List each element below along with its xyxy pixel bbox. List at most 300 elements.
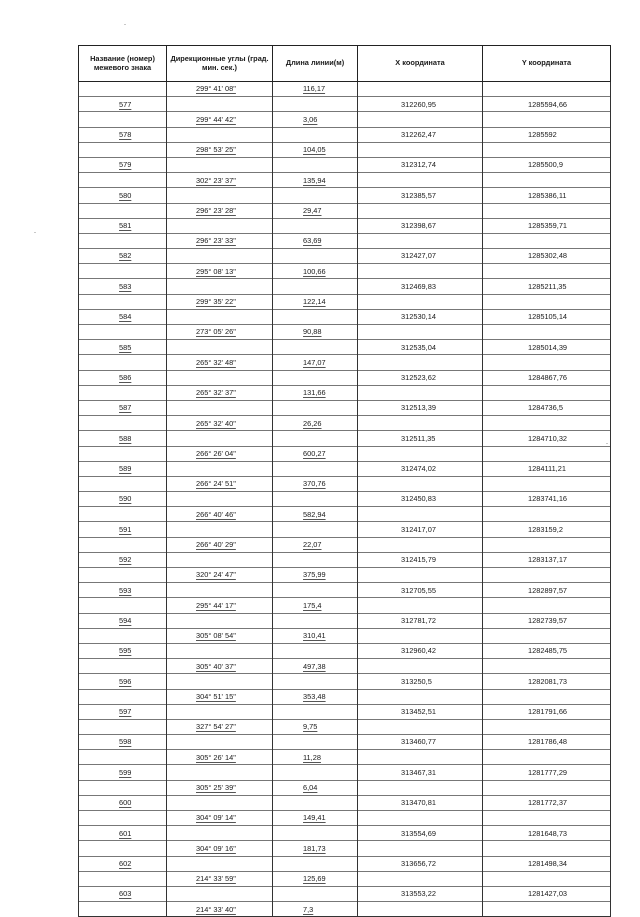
y-coordinate-cell: 1285014,39	[483, 340, 611, 355]
line-length-cell: 135,94	[273, 173, 358, 188]
x-coordinate-cell: 312705,55	[358, 583, 483, 598]
direction-angle-cell: 299° 41' 08"	[167, 82, 273, 97]
direction-angle-cell: 304° 09' 16"	[167, 841, 273, 856]
y-coordinate-cell	[483, 871, 611, 886]
direction-angle-cell	[167, 583, 273, 598]
line-length-cell	[273, 188, 358, 203]
mark-name-cell	[79, 659, 167, 674]
mark-name-cell	[79, 325, 167, 340]
line-length-cell: 3,06	[273, 112, 358, 127]
mark-name-cell: 586	[79, 370, 167, 385]
direction-angle-cell: 298° 53' 25"	[167, 142, 273, 157]
mark-name-cell	[79, 416, 167, 431]
line-length-cell	[273, 127, 358, 142]
direction-angle-cell: 304° 51' 15"	[167, 689, 273, 704]
direction-angle-cell: 296° 23' 33"	[167, 233, 273, 248]
y-coordinate-cell	[483, 507, 611, 522]
direction-angle-cell	[167, 370, 273, 385]
direction-angle-cell: 266° 40' 46"	[167, 507, 273, 522]
x-coordinate-cell	[358, 446, 483, 461]
table-row	[79, 416, 611, 431]
x-coordinate-cell: 313470,81	[358, 795, 483, 810]
table-row	[79, 446, 611, 461]
line-length-cell: 100,66	[273, 264, 358, 279]
mark-name-cell	[79, 294, 167, 309]
x-coordinate-cell	[358, 142, 483, 157]
line-length-cell	[273, 765, 358, 780]
mark-name-cell: 579	[79, 157, 167, 172]
x-coordinate-cell	[358, 385, 483, 400]
x-coordinate-cell: 313250,5	[358, 674, 483, 689]
y-coordinate-cell	[483, 325, 611, 340]
x-coordinate-cell: 313554,69	[358, 826, 483, 841]
table-row	[79, 856, 611, 871]
mark-name-cell: 594	[79, 613, 167, 628]
scan-speck	[124, 24, 126, 25]
y-coordinate-cell	[483, 780, 611, 795]
x-coordinate-cell: 312417,07	[358, 522, 483, 537]
line-length-cell	[273, 249, 358, 264]
direction-angle-cell	[167, 856, 273, 871]
mark-name-cell	[79, 203, 167, 218]
direction-angle-cell: 214° 33' 59"	[167, 871, 273, 886]
direction-angle-cell	[167, 249, 273, 264]
mark-name-cell: 585	[79, 340, 167, 355]
line-length-cell	[273, 400, 358, 415]
table-row	[79, 826, 611, 841]
direction-angle-cell: 296° 23' 28"	[167, 203, 273, 218]
line-length-cell: 122,14	[273, 294, 358, 309]
mark-name-cell: 601	[79, 826, 167, 841]
x-coordinate-cell	[358, 476, 483, 491]
y-coordinate-cell: 1281498,34	[483, 856, 611, 871]
x-coordinate-cell: 312511,35	[358, 431, 483, 446]
direction-angle-cell	[167, 826, 273, 841]
mark-name-cell: 602	[79, 856, 167, 871]
y-coordinate-cell: 1282739,57	[483, 613, 611, 628]
x-coordinate-cell	[358, 294, 483, 309]
mark-name-cell: 600	[79, 795, 167, 810]
y-coordinate-cell	[483, 112, 611, 127]
mark-name-cell: 581	[79, 218, 167, 233]
direction-angle-cell: 295° 08' 13"	[167, 264, 273, 279]
mark-name-cell: 595	[79, 643, 167, 658]
line-length-cell: 131,66	[273, 385, 358, 400]
y-coordinate-cell	[483, 628, 611, 643]
y-coordinate-cell	[483, 841, 611, 856]
direction-angle-cell: 214° 33' 40"	[167, 902, 273, 917]
x-coordinate-cell	[358, 355, 483, 370]
mark-name-cell: 597	[79, 704, 167, 719]
mark-name-cell: 584	[79, 309, 167, 324]
direction-angle-cell: 302° 23' 37"	[167, 173, 273, 188]
x-coordinate-cell: 313656,72	[358, 856, 483, 871]
x-coordinate-cell: 312450,83	[358, 492, 483, 507]
line-length-cell: 63,69	[273, 233, 358, 248]
line-length-cell	[273, 492, 358, 507]
direction-angle-cell	[167, 218, 273, 233]
table-row	[79, 780, 611, 795]
direction-angle-cell	[167, 704, 273, 719]
x-coordinate-cell	[358, 203, 483, 218]
direction-angle-cell	[167, 340, 273, 355]
table-row	[79, 735, 611, 750]
x-coordinate-cell	[358, 659, 483, 674]
table-row	[79, 871, 611, 886]
direction-angle-cell	[167, 886, 273, 901]
x-coordinate-cell: 312427,07	[358, 249, 483, 264]
y-coordinate-cell	[483, 598, 611, 613]
mark-name-cell	[79, 780, 167, 795]
y-coordinate-cell: 1285105,14	[483, 309, 611, 324]
line-length-cell	[273, 279, 358, 294]
mark-name-cell: 593	[79, 583, 167, 598]
y-coordinate-cell	[483, 568, 611, 583]
x-coordinate-cell	[358, 902, 483, 917]
table-row	[79, 552, 611, 567]
line-length-cell: 353,48	[273, 689, 358, 704]
direction-angle-cell: 305° 25' 39"	[167, 780, 273, 795]
x-coordinate-cell: 312385,57	[358, 188, 483, 203]
line-length-cell: 147,07	[273, 355, 358, 370]
y-coordinate-cell	[483, 173, 611, 188]
mark-name-cell: 603	[79, 886, 167, 901]
mark-name-cell: 589	[79, 461, 167, 476]
direction-angle-cell	[167, 643, 273, 658]
line-length-cell	[273, 856, 358, 871]
x-coordinate-cell	[358, 780, 483, 795]
header-row	[79, 46, 611, 82]
direction-angle-cell	[167, 552, 273, 567]
mark-name-cell: 599	[79, 765, 167, 780]
direction-angle-cell: 299° 44' 42"	[167, 112, 273, 127]
direction-angle-cell: 327° 54' 27"	[167, 719, 273, 734]
table-row	[79, 461, 611, 476]
line-length-cell	[273, 552, 358, 567]
x-coordinate-cell: 312262,47	[358, 127, 483, 142]
x-coordinate-cell: 312312,74	[358, 157, 483, 172]
direction-angle-cell: 273° 05' 26"	[167, 325, 273, 340]
x-coordinate-cell: 312781,72	[358, 613, 483, 628]
line-length-cell: 11,28	[273, 750, 358, 765]
table-row	[79, 294, 611, 309]
y-coordinate-cell	[483, 446, 611, 461]
direction-angle-cell	[167, 492, 273, 507]
y-coordinate-cell: 1281427,03	[483, 886, 611, 901]
direction-angle-cell	[167, 735, 273, 750]
y-coordinate-cell	[483, 476, 611, 491]
y-coordinate-cell: 1285211,35	[483, 279, 611, 294]
y-coordinate-cell	[483, 537, 611, 552]
mark-name-cell	[79, 719, 167, 734]
mark-name-cell: 590	[79, 492, 167, 507]
mark-name-cell	[79, 628, 167, 643]
table-row	[79, 492, 611, 507]
x-coordinate-cell	[358, 325, 483, 340]
header-y-coordinate: Y координата	[483, 46, 611, 82]
mark-name-cell	[79, 537, 167, 552]
y-coordinate-cell: 1281772,37	[483, 795, 611, 810]
table-row	[79, 841, 611, 856]
x-coordinate-cell	[358, 811, 483, 826]
mark-name-cell	[79, 385, 167, 400]
y-coordinate-cell: 1283159,2	[483, 522, 611, 537]
x-coordinate-cell: 312530,14	[358, 309, 483, 324]
line-length-cell	[273, 97, 358, 112]
direction-angle-cell: 265° 32' 40"	[167, 416, 273, 431]
y-coordinate-cell: 1285594,66	[483, 97, 611, 112]
line-length-cell: 104,05	[273, 142, 358, 157]
x-coordinate-cell	[358, 507, 483, 522]
table-row	[79, 264, 611, 279]
x-coordinate-cell	[358, 233, 483, 248]
y-coordinate-cell: 1281791,66	[483, 704, 611, 719]
mark-name-cell: 588	[79, 431, 167, 446]
x-coordinate-cell: 312523,62	[358, 370, 483, 385]
mark-name-cell	[79, 689, 167, 704]
direction-angle-cell: 299° 35' 22"	[167, 294, 273, 309]
line-length-cell	[273, 826, 358, 841]
line-length-cell: 22,07	[273, 537, 358, 552]
x-coordinate-cell: 312415,79	[358, 552, 483, 567]
scan-speck	[34, 232, 36, 233]
mark-name-cell	[79, 82, 167, 97]
x-coordinate-cell: 312513,39	[358, 400, 483, 415]
header-x-coordinate: X координата	[358, 46, 483, 82]
direction-angle-cell	[167, 765, 273, 780]
y-coordinate-cell	[483, 385, 611, 400]
line-length-cell: 310,41	[273, 628, 358, 643]
direction-angle-cell	[167, 522, 273, 537]
line-length-cell: 149,41	[273, 811, 358, 826]
direction-angle-cell: 266° 26' 04"	[167, 446, 273, 461]
x-coordinate-cell: 312474,02	[358, 461, 483, 476]
table-row	[79, 142, 611, 157]
line-length-cell	[273, 370, 358, 385]
line-length-cell: 6,04	[273, 780, 358, 795]
line-length-cell	[273, 309, 358, 324]
mark-name-cell: 583	[79, 279, 167, 294]
table-row	[79, 82, 611, 97]
boundary-marks-table	[78, 45, 611, 917]
y-coordinate-cell	[483, 416, 611, 431]
table-row	[79, 309, 611, 324]
y-coordinate-cell: 1283137,17	[483, 552, 611, 567]
x-coordinate-cell: 312960,42	[358, 643, 483, 658]
x-coordinate-cell: 312535,04	[358, 340, 483, 355]
mark-name-cell	[79, 568, 167, 583]
table-row	[79, 583, 611, 598]
direction-angle-cell: 265° 32' 37"	[167, 385, 273, 400]
table-row	[79, 431, 611, 446]
y-coordinate-cell: 1285359,71	[483, 218, 611, 233]
x-coordinate-cell	[358, 416, 483, 431]
table-row	[79, 112, 611, 127]
y-coordinate-cell: 1282897,57	[483, 583, 611, 598]
line-length-cell	[273, 218, 358, 233]
direction-angle-cell: 320° 24' 47"	[167, 568, 273, 583]
direction-angle-cell: 304° 09' 14"	[167, 811, 273, 826]
mark-name-cell: 592	[79, 552, 167, 567]
mark-name-cell	[79, 355, 167, 370]
table-row	[79, 218, 611, 233]
line-length-cell	[273, 340, 358, 355]
line-length-cell	[273, 583, 358, 598]
line-length-cell: 600,27	[273, 446, 358, 461]
direction-angle-cell	[167, 400, 273, 415]
table-body	[79, 82, 611, 917]
y-coordinate-cell	[483, 355, 611, 370]
mark-name-cell	[79, 233, 167, 248]
table-row	[79, 674, 611, 689]
y-coordinate-cell	[483, 264, 611, 279]
direction-angle-cell	[167, 97, 273, 112]
line-length-cell: 9,75	[273, 719, 358, 734]
direction-angle-cell: 266° 24' 51"	[167, 476, 273, 491]
direction-angle-cell: 295° 44' 17"	[167, 598, 273, 613]
x-coordinate-cell	[358, 628, 483, 643]
line-length-cell	[273, 461, 358, 476]
table-row	[79, 203, 611, 218]
table-row	[79, 537, 611, 552]
y-coordinate-cell	[483, 689, 611, 704]
table-row	[79, 400, 611, 415]
header-direction-angle: Дирекционные углы (град. мин. сек.)	[167, 46, 273, 82]
mark-name-cell	[79, 173, 167, 188]
direction-angle-cell: 305° 08' 54"	[167, 628, 273, 643]
mark-name-cell: 580	[79, 188, 167, 203]
y-coordinate-cell	[483, 294, 611, 309]
x-coordinate-cell	[358, 719, 483, 734]
header-line-length: Длина линии(м)	[273, 46, 358, 82]
y-coordinate-cell	[483, 233, 611, 248]
table-row	[79, 886, 611, 901]
line-length-cell: 497,38	[273, 659, 358, 674]
line-length-cell: 125,69	[273, 871, 358, 886]
x-coordinate-cell: 312398,67	[358, 218, 483, 233]
y-coordinate-cell	[483, 902, 611, 917]
direction-angle-cell: 266° 40' 29"	[167, 537, 273, 552]
direction-angle-cell	[167, 795, 273, 810]
x-coordinate-cell	[358, 689, 483, 704]
table-row	[79, 902, 611, 917]
direction-angle-cell: 265° 32' 48"	[167, 355, 273, 370]
line-length-cell: 375,99	[273, 568, 358, 583]
line-length-cell	[273, 157, 358, 172]
mark-name-cell	[79, 750, 167, 765]
mark-name-cell: 577	[79, 97, 167, 112]
y-coordinate-cell: 1285386,11	[483, 188, 611, 203]
y-coordinate-cell	[483, 719, 611, 734]
y-coordinate-cell	[483, 659, 611, 674]
table-row	[79, 340, 611, 355]
y-coordinate-cell	[483, 811, 611, 826]
mark-name-cell	[79, 112, 167, 127]
mark-name-cell: 591	[79, 522, 167, 537]
mark-name-cell: 578	[79, 127, 167, 142]
table-row	[79, 97, 611, 112]
y-coordinate-cell: 1284710,32	[483, 431, 611, 446]
line-length-cell: 116,17	[273, 82, 358, 97]
table-row	[79, 522, 611, 537]
table-row	[79, 127, 611, 142]
y-coordinate-cell: 1284867,76	[483, 370, 611, 385]
table-row	[79, 325, 611, 340]
line-length-cell	[273, 886, 358, 901]
mark-name-cell	[79, 476, 167, 491]
x-coordinate-cell: 313460,77	[358, 735, 483, 750]
y-coordinate-cell: 1282485,75	[483, 643, 611, 658]
line-length-cell	[273, 613, 358, 628]
direction-angle-cell	[167, 127, 273, 142]
y-coordinate-cell: 1285500,9	[483, 157, 611, 172]
line-length-cell: 26,26	[273, 416, 358, 431]
table-row	[79, 476, 611, 491]
table-row	[79, 659, 611, 674]
x-coordinate-cell: 313467,31	[358, 765, 483, 780]
mark-name-cell: 582	[79, 249, 167, 264]
table-row	[79, 355, 611, 370]
x-coordinate-cell	[358, 112, 483, 127]
table-row	[79, 233, 611, 248]
direction-angle-cell: 305° 40' 37"	[167, 659, 273, 674]
line-length-cell: 175,4	[273, 598, 358, 613]
x-coordinate-cell	[358, 537, 483, 552]
y-coordinate-cell: 1284736,5	[483, 400, 611, 415]
direction-angle-cell	[167, 188, 273, 203]
y-coordinate-cell	[483, 750, 611, 765]
x-coordinate-cell: 313553,22	[358, 886, 483, 901]
mark-name-cell: 587	[79, 400, 167, 415]
x-coordinate-cell	[358, 82, 483, 97]
line-length-cell: 370,76	[273, 476, 358, 491]
y-coordinate-cell	[483, 203, 611, 218]
y-coordinate-cell: 1283741,16	[483, 492, 611, 507]
table-row	[79, 279, 611, 294]
x-coordinate-cell	[358, 750, 483, 765]
line-length-cell: 181,73	[273, 841, 358, 856]
direction-angle-cell	[167, 309, 273, 324]
line-length-cell	[273, 704, 358, 719]
table-row	[79, 249, 611, 264]
line-length-cell	[273, 643, 358, 658]
mark-name-cell	[79, 841, 167, 856]
x-coordinate-cell	[358, 598, 483, 613]
table-row	[79, 568, 611, 583]
direction-angle-cell	[167, 674, 273, 689]
line-length-cell	[273, 795, 358, 810]
table-row	[79, 173, 611, 188]
x-coordinate-cell	[358, 173, 483, 188]
x-coordinate-cell	[358, 568, 483, 583]
y-coordinate-cell	[483, 82, 611, 97]
table-row	[79, 795, 611, 810]
line-length-cell: 7,3	[273, 902, 358, 917]
table-row	[79, 811, 611, 826]
direction-angle-cell	[167, 613, 273, 628]
y-coordinate-cell: 1285302,48	[483, 249, 611, 264]
direction-angle-cell	[167, 279, 273, 294]
line-length-cell: 29,47	[273, 203, 358, 218]
table-row	[79, 628, 611, 643]
mark-name-cell: 596	[79, 674, 167, 689]
table-row	[79, 689, 611, 704]
mark-name-cell	[79, 598, 167, 613]
x-coordinate-cell	[358, 871, 483, 886]
y-coordinate-cell: 1284111,21	[483, 461, 611, 476]
line-length-cell: 90,88	[273, 325, 358, 340]
line-length-cell	[273, 431, 358, 446]
